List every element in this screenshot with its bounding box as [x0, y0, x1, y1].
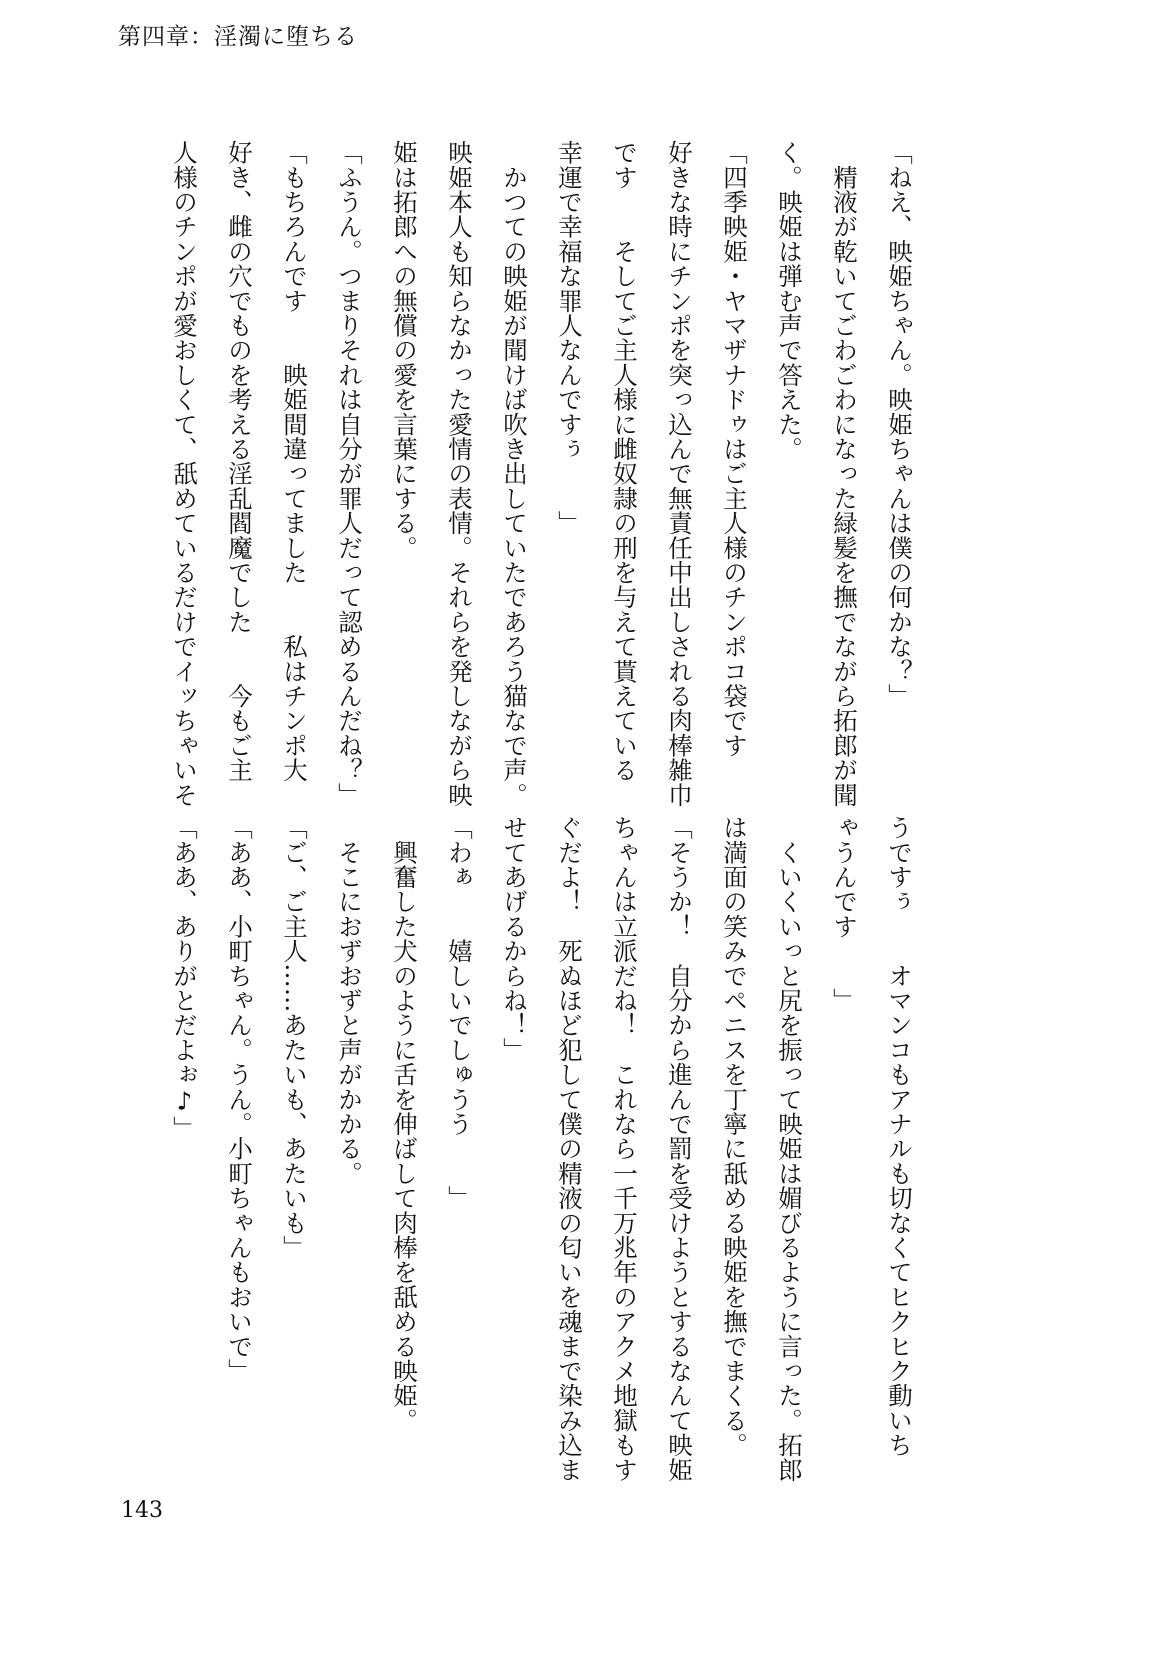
text-column: くいくいっと尻を振って映姫は媚びるように言った。拓郎 — [775, 815, 804, 1482]
text-column: 映姫本人も知らなかった愛情の表情。それらを発しながら映 — [445, 140, 474, 807]
text-column: 好き、雌の穴でものを考える淫乱閻魔でした 今もご主 — [225, 140, 254, 783]
text-column: 「ねえ、映姫ちゃん。映姫ちゃんは僕の何かな？」 — [885, 140, 914, 709]
text-column: 精液が乾いてごわごわになった緑髪を撫でながら拓郎が聞 — [830, 140, 859, 807]
text-column: せてあげるからね！」 — [500, 815, 529, 1062]
text-column: そこにおずおずと声がかかる。 — [335, 815, 364, 1186]
text-column: 興奮した犬のように舌を伸ばして肉棒を舐める映姫。 — [390, 815, 419, 1433]
text-column: く。映姫は弾む声で答えた。 — [775, 140, 804, 462]
text-column: です そしてご主人様に雌奴隷の刑を与えて貰えている — [610, 140, 639, 783]
text-column: 「ああ、小町ちゃん。うん。小町ちゃんもおいで」 — [225, 815, 254, 1384]
text-column: 幸運で幸福な罪人なんですぅ 」 — [555, 140, 584, 536]
text-column: 「四季映姫・ヤマザナドゥはご主人様のチンポコ袋です — [720, 140, 749, 758]
text-column: 姫は拓郎への無償の愛を言葉にする。 — [390, 140, 419, 560]
text-column: うですぅ オマンコもアナルも切なくてヒクヒク動いち — [885, 815, 914, 1458]
text-column: ちゃんは立派だね！ これなら一千万兆年のアクメ地獄もす — [610, 815, 639, 1482]
text-column: かつての映姫が聞けば吹き出していたであろう猫なで声。 — [500, 140, 529, 807]
lower-text-block — [157, 815, 927, 1482]
upper-text-block — [157, 140, 927, 807]
text-column: 「そうか！ 自分から進んで罰を受けようとするなんて映姫 — [665, 815, 694, 1482]
text-column: 「ご、ご主人……あたいも、あたいも」 — [280, 815, 309, 1260]
text-column: 「ふうん。つまりそれは自分が罪人だって認めるんだね？」 — [335, 140, 364, 807]
text-column: ぐだよ！ 死ぬほど犯して僕の精液の匂いを魂まで染み込ま — [555, 815, 584, 1482]
text-column: 「もちろんです 映姫間違ってました 私はチンポ大 — [280, 140, 309, 783]
text-column: は満面の笑みでペニスを丁寧に舐める映姫を撫でまくる。 — [720, 815, 749, 1458]
chapter-header: 第四章：淫濁に堕ちる — [118, 24, 358, 50]
text-column: 「ああ、ありがとだよぉ♪」 — [170, 815, 199, 1141]
page-number: 143 — [121, 1498, 163, 1523]
text-column: 好きな時にチンポを突っ込んで無責任中出しされる肉棒雑巾 — [665, 140, 694, 807]
text-column: 人様のチンポが愛おしくて、舐めているだけでイッちゃいそ — [170, 140, 199, 807]
text-column: 「わぁ 嬉しいでしゅうう 」 — [445, 815, 474, 1211]
text-column: ゃうんです 」 — [830, 815, 859, 1013]
